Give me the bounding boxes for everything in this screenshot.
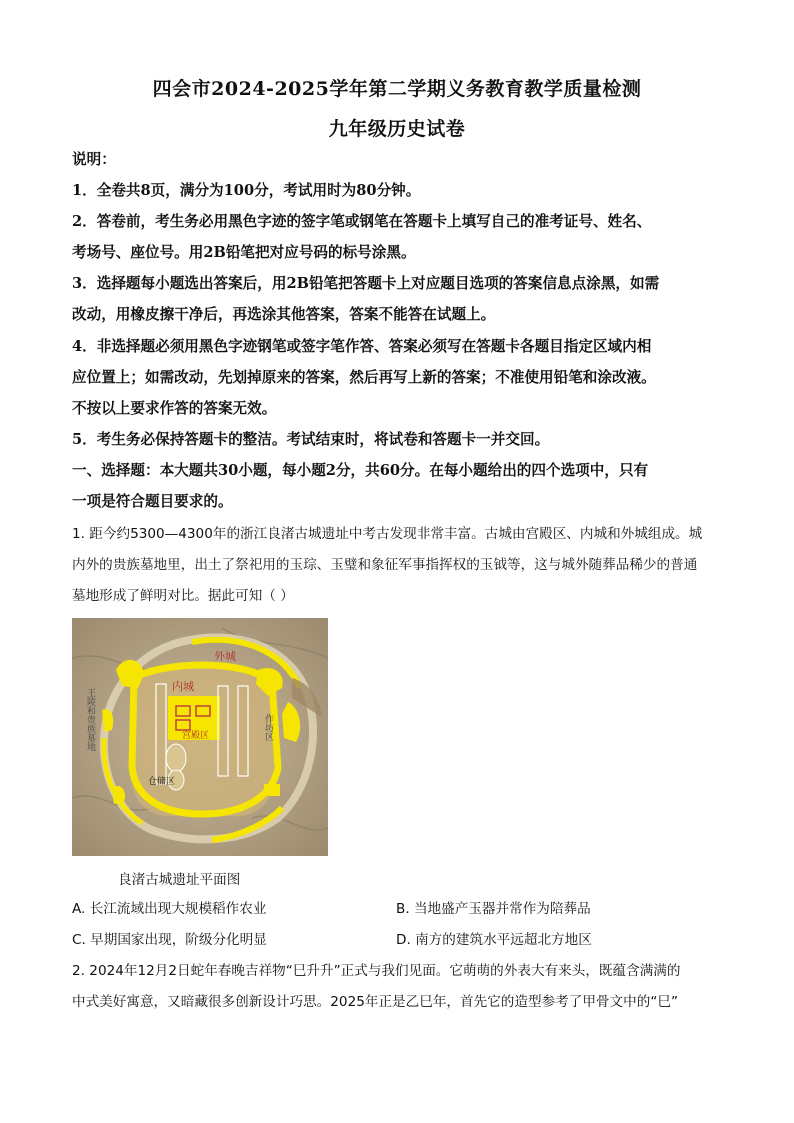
instructions-heading: 说明：	[72, 151, 116, 168]
section-heading: 一、选择题：本大题共30小题，每小题2分，共60分。在每小题给出的四个选项中，只有	[72, 462, 649, 479]
option-c: C. 早期国家出现，阶级分化明显	[72, 932, 267, 948]
option-a: A. 长江流域出现大规模稻作农业	[72, 901, 267, 917]
map-caption: 良渚古城遗址平面图	[118, 872, 241, 888]
liangzhu-map-graphic	[72, 618, 328, 856]
label-tombs: 王陵和贵族墓地	[85, 688, 95, 751]
option-d: D. 南方的建筑水平远超北方地区	[396, 932, 592, 948]
question-1-text: 1. 距今约5300—4300年的浙江良渚古城遗址中考古发现非常丰富。古城由宫殿区、内城和外城组成。城	[72, 526, 703, 542]
exam-subtitle: 九年级历史试卷	[328, 118, 466, 140]
label-inner-city: 内城	[172, 680, 194, 693]
label-workshop: 作坊区	[263, 714, 273, 741]
instruction-line: 改动，用橡皮擦干净后，再选涂其他答案，答案不能答在试题上。	[72, 306, 496, 323]
exam-title: 四会市2024-2025学年第二学期义务教育教学质量检测	[152, 78, 642, 100]
question-2-text: 2. 2024年12月2日蛇年春晚吉祥物“巳升升”正式与我们见面。它萌萌的外表大有来头，既蕴含满满的	[72, 963, 681, 979]
liangzhu-site-map	[72, 618, 328, 856]
option-b: B. 当地盛产玉器并常作为陪葬品	[396, 901, 591, 917]
question-1-text: 墓地形成了鲜明对比。据此可知（ ）	[72, 588, 294, 604]
instruction-line: 不按以上要求作答的答案无效。	[72, 400, 277, 417]
label-outer-city: 外城	[214, 650, 236, 663]
instruction-line: 考场号、座位号。用2B铅笔把对应号码的标号涂黑。	[72, 244, 416, 261]
inner-city-area	[132, 666, 274, 816]
instruction-line: 5．考生务必保持答题卡的整洁。考试结束时，将试卷和答题卡一并交回。	[72, 431, 550, 448]
instruction-line: 2．答卷前，考生务必用黑色字迹的签字笔或钢笔在答题卡上填写自己的准考证号、姓名、	[72, 213, 652, 230]
section-heading: 一项是符合题目要求的。	[72, 493, 233, 510]
instruction-line: 4．非选择题必须用黑色字迹钢笔或签字笔作答、答案必须写在答题卡各题目指定区域内相	[72, 338, 652, 355]
instruction-line: 应位置上；如需改动，先划掉原来的答案，然后再写上新的答案；不准使用铅笔和涂改液。	[72, 369, 656, 386]
instruction-line: 1．全卷共8页，满分为100分，考试用时为80分钟。	[72, 182, 421, 199]
granary-marker	[264, 784, 280, 796]
instruction-line: 3．选择题每小题选出答案后，用2B铅笔把答题卡上对应题目选项的答案信息点涂黑，如需	[72, 275, 660, 292]
label-palace-zone: 宫殿区	[182, 731, 210, 741]
question-1-text: 内外的贵族墓地里，出土了祭祀用的玉琮、玉璧和象征军事指挥权的玉钺等，这与城外随葬品稀少的普通	[72, 557, 698, 573]
platform	[166, 744, 186, 772]
question-2-text: 中式美好寓意，又暗藏很多创新设计巧思。2025年正是乙巳年，首先它的造型参考了甲骨文中的“巳”	[72, 994, 679, 1010]
label-granary: 仓储区	[148, 777, 176, 787]
